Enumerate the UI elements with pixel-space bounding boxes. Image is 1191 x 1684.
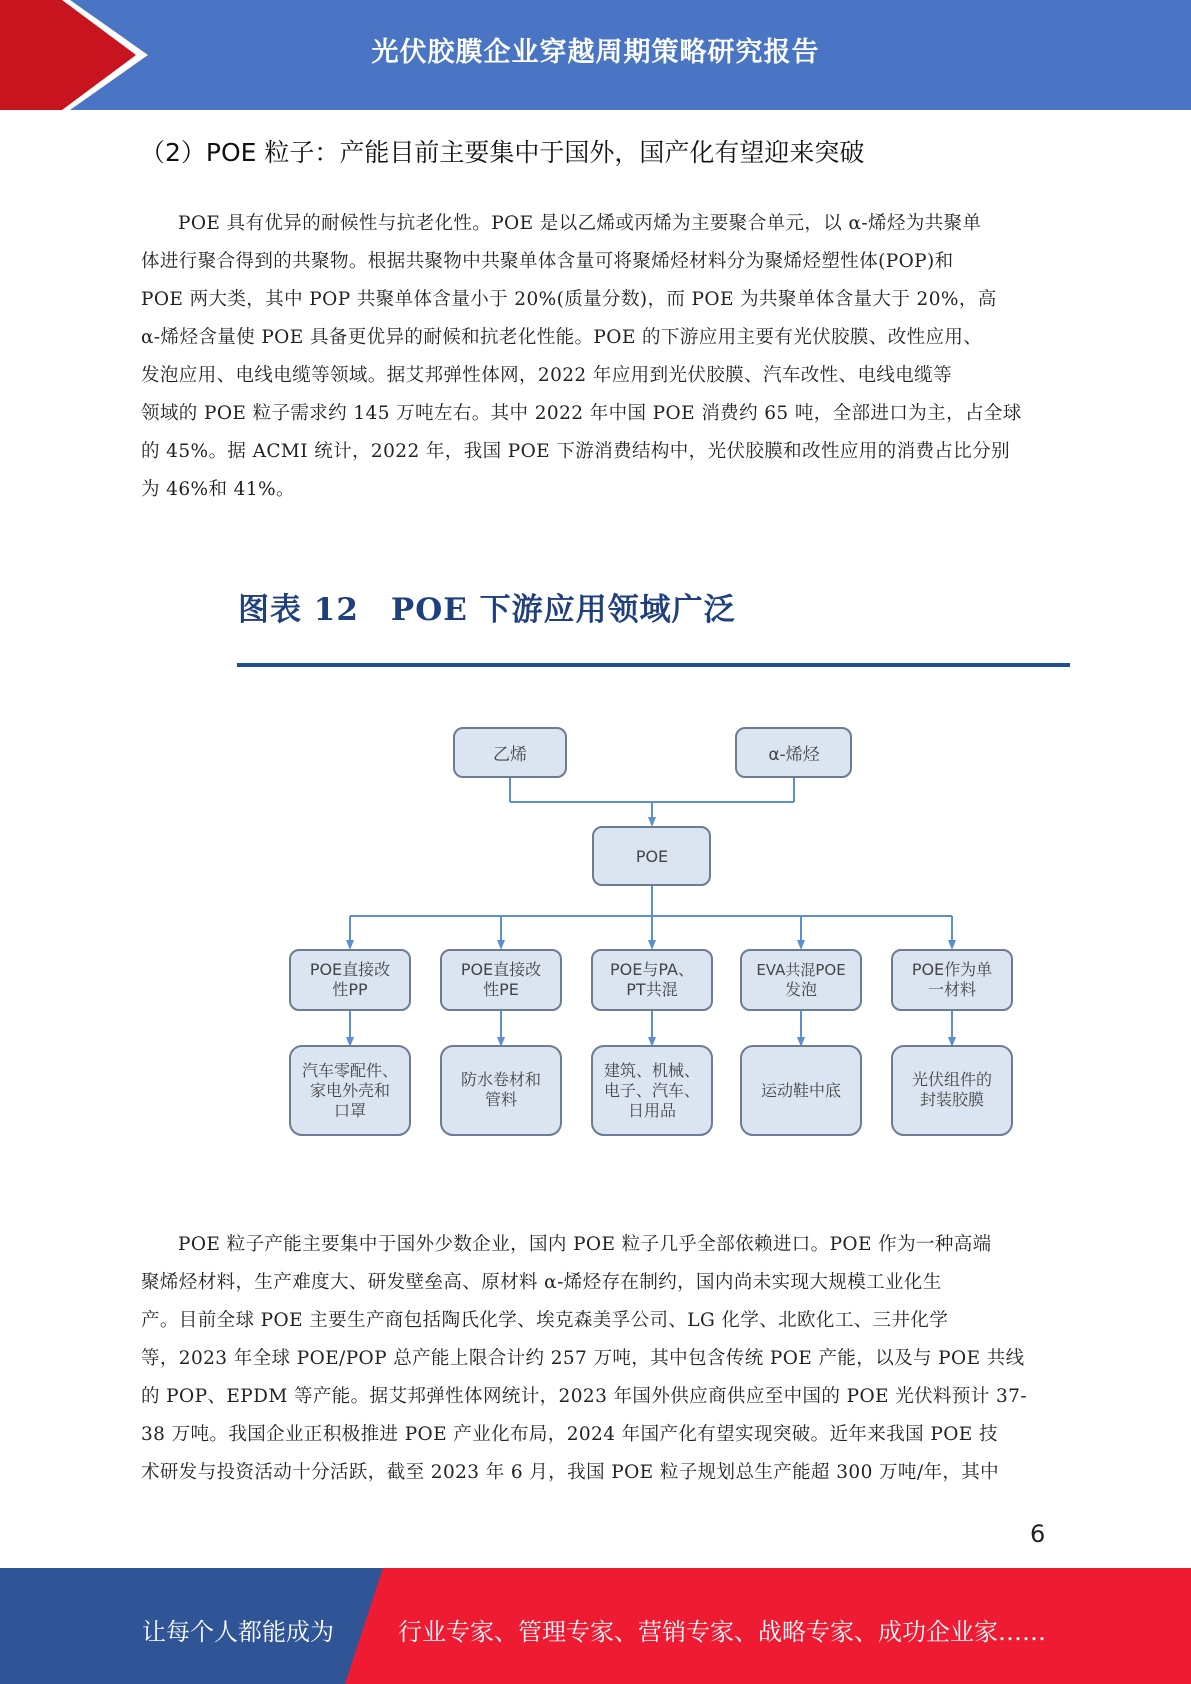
node-label: 封装胶膜 [919,1090,985,1109]
application-connectors [350,1010,952,1042]
input-node-ethylene [454,728,566,777]
paragraph-line: POE 粒子产能主要集中于国外少数企业，国内 POE 粒子几乎全部依赖进口。POE 作为一种高端 [178,1234,992,1255]
process-node-3 [592,950,712,1010]
process-node-1 [290,950,410,1010]
paragraph-line: 领域的 POE 粒子需求约 145 万吨左右。其中 2022 年中国 POE 消费约 65 吨，全部进口为主，占全球 [141,403,1022,424]
node-label: 性PP [332,980,368,999]
node-label: 汽车零配件、 [301,1061,399,1080]
node-label: 防水卷材和 [460,1070,542,1089]
node-label: 日用品 [627,1101,677,1120]
node-label: POE直接改 [309,960,391,979]
paragraph-line: α-烯烃含量使 POE 具备更优异的耐候和抗老化性能。POE 的下游应用主要有光伏胶膜、改性应用、 [141,327,983,348]
paragraph-line: 术研发与投资活动十分活跃，截至 2023 年 6 月，我国 POE 粒子规划总生产能超 300 万吨/年，其中 [141,1462,1000,1483]
node-label: PT共混 [626,980,678,999]
page-number: 6 [1030,1520,1046,1548]
node-label: 发泡 [784,980,818,999]
node-label: POE直接改 [460,960,542,979]
node-label: 家电外壳和 [309,1081,391,1100]
node-label: POE与PA、 [610,960,694,979]
input-connectors [510,777,794,822]
paragraph-line: 的 45%。据 ACMI 统计，2022 年，我国 POE 下游消费结构中，光伏胶膜和改性应用的消费占比分别 [141,441,1010,462]
footer-slogan-left: 让每个人都能成为 [142,1618,334,1646]
node-label: 运动鞋中底 [760,1081,842,1100]
node-label: 口罩 [333,1101,367,1120]
process-node-4 [741,950,861,1010]
node-label: 乙烯 [493,745,527,765]
paragraph-line: POE 两大类，其中 POP 共聚单体含量小于 20%(质量分数)，而 POE 为共聚单体含量大于 20%，高 [141,289,997,310]
process-node-5 [892,950,1012,1010]
paragraph-line: 体进行聚合得到的共聚物。根据共聚物中共聚单体含量可将聚烯烃材料分为聚烯烃塑性体(POP)和 [141,251,954,272]
section-heading: （2）POE 粒子：产能目前主要集中于国外，国产化有望迎来突破 [140,138,865,167]
paragraph-line: 等，2023 年全球 POE/POP 总产能上限合计约 257 万吨，其中包含传统 POE 产能，以及与 POE 共线 [141,1348,1025,1369]
paragraph-line: 为 46%和 41%。 [141,479,295,500]
paragraph-line: 发泡应用、电线电缆等领域。据艾邦弹性体网，2022 年应用到光伏胶膜、汽车改性、电线电缆等 [141,365,952,386]
node-label: 性PE [483,980,519,999]
application-node-3 [592,1046,712,1135]
node-label: POE作为单 [911,960,993,979]
process-node-2 [441,950,561,1010]
footer-slogan-right: 行业专家、管理专家、营销专家、战略专家、成功企业家…… [398,1618,1046,1646]
paragraph-line: POE 具有优异的耐候性与抗老化性。POE 是以乙烯或丙烯为主要聚合单元，以 α-烯烃为共聚单 [178,213,982,234]
paragraph-2 [141,1226,1046,1492]
node-label: POE [635,847,669,866]
application-node-4 [741,1046,861,1135]
process-connectors [350,885,952,945]
paragraph-line: 产。目前全球 POE 主要生产商包括陶氏化学、埃克森美孚公司、LG 化学、北欧化工、三井化学 [141,1310,949,1331]
input-node-alpha-olefin [736,728,851,777]
application-node-1 [290,1046,410,1135]
paragraph-line: 38 万吨。我国企业正积极推进 POE 产业化布局，2024 年国产化有望实现突破。近年来我国 POE 技 [141,1424,998,1445]
header-title: 光伏胶膜企业穿越周期策略研究报告 [371,37,820,68]
node-label: 一材料 [927,980,977,999]
paragraph-line: 聚烯烃材料，生产难度大、研发壁垒高、原材料 α-烯烃存在制约，国内尚未实现大规模工业化生 [141,1272,942,1293]
node-label: 光伏组件的 [911,1070,993,1089]
node-label: α-烯烃 [768,745,820,765]
node-label: EVA共混POE [756,961,846,979]
application-node-5 [892,1046,1012,1135]
center-node-poe [593,827,710,885]
node-label: 建筑、机械、 [603,1061,701,1080]
application-node-2 [441,1046,561,1135]
paragraph-line: 的 POP、EPDM 等产能。据艾邦弹性体网统计，2023 年国外供应商供应至中国的 POE 光伏料预计 37- [141,1386,1027,1407]
figure-title: 图表 12 POE 下游应用领域广泛 [238,592,736,628]
node-label: 电子、汽车、 [603,1081,701,1100]
node-label: 管料 [484,1090,518,1109]
